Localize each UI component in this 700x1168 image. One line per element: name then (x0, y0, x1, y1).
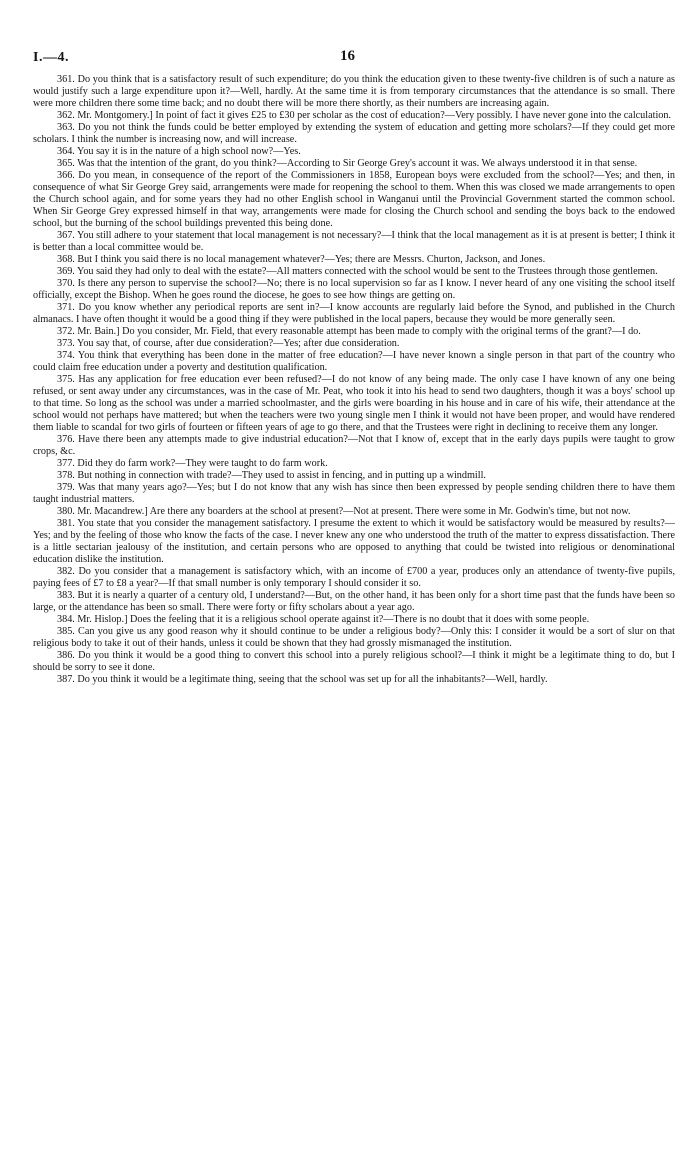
evidence-paragraph: 384. Mr. Hislop.] Does the feeling that it is a religious school operate against it?—There is no doubt that it does with some people. (57, 614, 590, 625)
evidence-paragraph: 371. Do you know whether any periodical reports are sent in?—I know accounts are regularly laid before the Synod, and published in the Church almanacs. I have often thought it would be a good thing if they were published in the local papers, because they would be more generally seen. (33, 302, 675, 325)
evidence-paragraph: 362. Mr. Montgomery.] In point of fact it gives £25 to £30 per scholar as the cost of education?—Very possibly. I have never gone into the calculation. (57, 110, 672, 121)
evidence-paragraph: 367. You still adhere to your statement that local management is not necessary?—I think that the local management as it is at present is better; I think it is better than a local committee would be. (33, 230, 675, 253)
evidence-paragraph: 386. Do you think it would be a good thing to convert this school into a purely religious school?—I think it might be a legitimate thing to do, but I should be sorry to see it done. (33, 650, 675, 673)
evidence-paragraph: 377. Did they do farm work?—They were taught to do farm work. (57, 458, 328, 469)
evidence-paragraph: 366. Do you mean, in consequence of the report of the Commissioners in 1858, European boys were excluded from the school?—Yes; and then, in consequence of what Sir George Grey said, arrangements were made for reopening the school to them. When this was closed we made arrangements to open the Church school again, and for some years they had no other English school in Wanganui until the Provincial Government started the common school. When Sir George Grey expressed himself in that way, arrangements were made for closing the Church school and sending the boys back to the endowed school, but the burning of the school buildings prevented this being done. (33, 170, 675, 229)
document-reference: I.—4. (33, 50, 69, 65)
evidence-paragraph: 379. Was that many years ago?—Yes; but I do not know that any wish has since then been expressed by people sending children there to have them taught industrial matters. (33, 482, 675, 505)
evidence-paragraph: 370. Is there any person to supervise the school?—No; there is no local supervision so far as I know. I never heard of any one visiting the school itself officially, except the Bishop. When he goes round the diocese, he goes to see how things are getting on. (33, 278, 675, 301)
evidence-paragraph: 369. You said they had only to deal with the estate?—All matters connected with the school would be sent to the Trustees through those gentlemen. (57, 266, 658, 277)
evidence-paragraph: 364. You say it is in the nature of a high school now?—Yes. (57, 146, 301, 157)
evidence-paragraph: 382. Do you consider that a management is satisfactory which, with an income of £700 a year, produces only an attendance of twenty-five pupils, paying fees of £7 to £8 a year?—If that small number is only temporary I should consider it so. (33, 566, 675, 589)
evidence-body (33, 74, 675, 686)
evidence-paragraph: 381. You state that you consider the management satisfactory. I presume the extent to which it would be satisfactory would be measured by results?—Yes; and by the feeling of those who know the facts of the case. I never knew any one who understood the truth of the matter to express dissatisfaction. There is a little sectarian jealousy of the institution, and certain persons who are opposed to anything that could be twisted into religious or denominational education dislike the institution. (33, 518, 675, 565)
evidence-paragraph: 361. Do you think that is a satisfactory result of such expenditure; do you think the education given to these twenty-five children is of such a nature as would justify such a large expenditure upon it?—Well, hardly. At the same time it is from temporary circumstances that the attendance is so small. There were more children there some time back; and no doubt there will be more there shortly, as their numbers are increasing again. (33, 74, 675, 109)
evidence-paragraph: 365. Was that the intention of the grant, do you think?—According to Sir George Grey's account it was. We always understood it in that sense. (57, 158, 638, 169)
page-number: 16 (340, 48, 355, 64)
evidence-paragraph: 375. Has any application for free education ever been refused?—I do not know of any being made. The only case I have known of any one being refused, or sent away under any circumstances, was in the case of Mr. Peat, who took it into his head to send two daughters, though it was a boys' school up to that time. So long as the school was under a married schoolmaster, and the girls were boarding in his house and in care of his wife, their attendance at the school would not perhaps have mattered; but when the teachers were two young single men I think it would not have been proper, and would have rendered them liable to scandal for two girls of fourteen or fifteen years of age to go there, and that the Trustees were right in declining to receive them any longer. (33, 374, 675, 433)
evidence-paragraph: 380. Mr. Macandrew.] Are there any boarders at the school at present?—Not at present. There were some in Mr. Godwin's time, but not now. (57, 506, 631, 517)
evidence-paragraph: 385. Can you give us any good reason why it should continue to be under a religious body?—Only this: I consider it would be a sort of slur on that religious body to take it out of their hands, unless it could be shown that they had grossly mismanaged the institution. (33, 626, 675, 649)
evidence-paragraph: 378. But nothing in connection with trade?—They used to assist in fencing, and in putting up a windmill. (57, 470, 486, 481)
evidence-paragraph: 387. Do you think it would be a legitimate thing, seeing that the school was set up for all the inhabitants?—Well, hardly. (57, 674, 548, 685)
evidence-paragraph: 363. Do you not think the funds could be better employed by extending the system of education and getting more scholars?—If they could get more scholars. I think the number is increasing now, and will increase. (33, 122, 675, 145)
evidence-paragraph: 374. You think that everything has been done in the matter of free education?—I have never known a single person in that part of the country who could claim free education under a poverty and destitution qualification. (33, 350, 675, 373)
evidence-paragraph: 376. Have there been any attempts made to give industrial education?—Not that I know of, except that in the early days pupils were taught to grow crops, &c. (33, 434, 675, 457)
evidence-paragraph: 383. But it is nearly a quarter of a century old, I understand?—But, on the other hand, it has been only for a short time past that the funds have been so large, or the attendance has been so small. There were forty or fifty scholars about a year ago. (33, 590, 675, 613)
evidence-paragraph: 372. Mr. Bain.] Do you consider, Mr. Field, that every reasonable attempt has been made to comply with the original terms of the grant?—I do. (57, 326, 641, 337)
evidence-paragraph: 373. You say that, of course, after due consideration?—Yes; after due consideration. (57, 338, 400, 349)
evidence-paragraph: 368. But I think you said there is no local management whatever?—Yes; there are Messrs. Churton, Jackson, and Jones. (57, 254, 546, 265)
